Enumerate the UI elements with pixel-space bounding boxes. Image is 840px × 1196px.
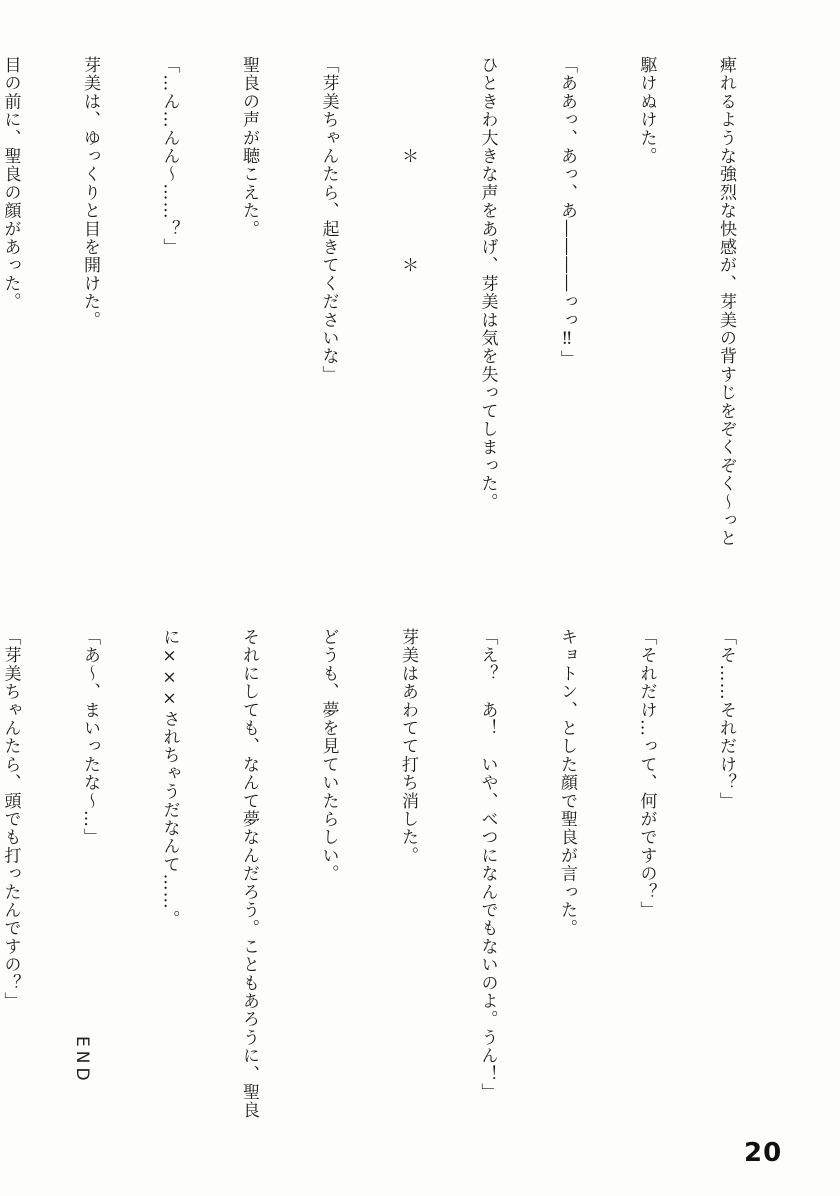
story-line: 「あ〜、まいったな〜…」	[80, 628, 100, 847]
story-line: 聖良の声が聴こえた。	[239, 56, 259, 238]
story-line: 駆けぬけた。	[636, 56, 657, 166]
story-line: どうも、夢を見ていたらしい。	[318, 628, 339, 883]
story-line: 「それだけ…って、何がですの？」	[636, 628, 657, 920]
story-line: 「芽美ちゃんたら、頭でも打ったんですの？」	[0, 628, 21, 1011]
end-mark: END	[72, 1036, 92, 1085]
story-line: 芽美はあわてて打ち消した。	[398, 628, 418, 865]
scene-break: ＊ ＊	[398, 56, 418, 275]
story-line: 痺れるような強烈な快感が、芽美の背すじをぞくぞく〜っと	[716, 56, 736, 548]
story-line: 「…ん…んん〜……？」	[159, 56, 180, 257]
story-line: 目の前に、聖良の顔があった。	[0, 56, 21, 311]
story-line: それにしても、なんて夢なんだろう。こともあろうに、聖良	[239, 628, 259, 1120]
story-line: キョトン、とした顔で聖良が言った。	[557, 628, 577, 938]
story-line: 「え？ あ！ いや、べつになんでもないのよ。うん！」	[477, 628, 498, 1102]
page-number: 20	[744, 1138, 783, 1168]
story-line: 「ああっ、あっ、あ――――っっ‼」	[557, 56, 577, 369]
story-line: に×××されちゃうだなんて……。	[159, 628, 180, 929]
story-text-top-block	[0, 56, 792, 576]
story-line: ひときわ大きな声をあげ、芽美は気を失ってしまった。	[477, 56, 498, 511]
story-line: 芽美は、ゆっくりと目を開けた。	[80, 56, 100, 329]
story-line: 「そ……それだけ？」	[716, 628, 736, 810]
story-line: 「芽美ちゃんたら、起きてくださいな」	[318, 56, 339, 384]
